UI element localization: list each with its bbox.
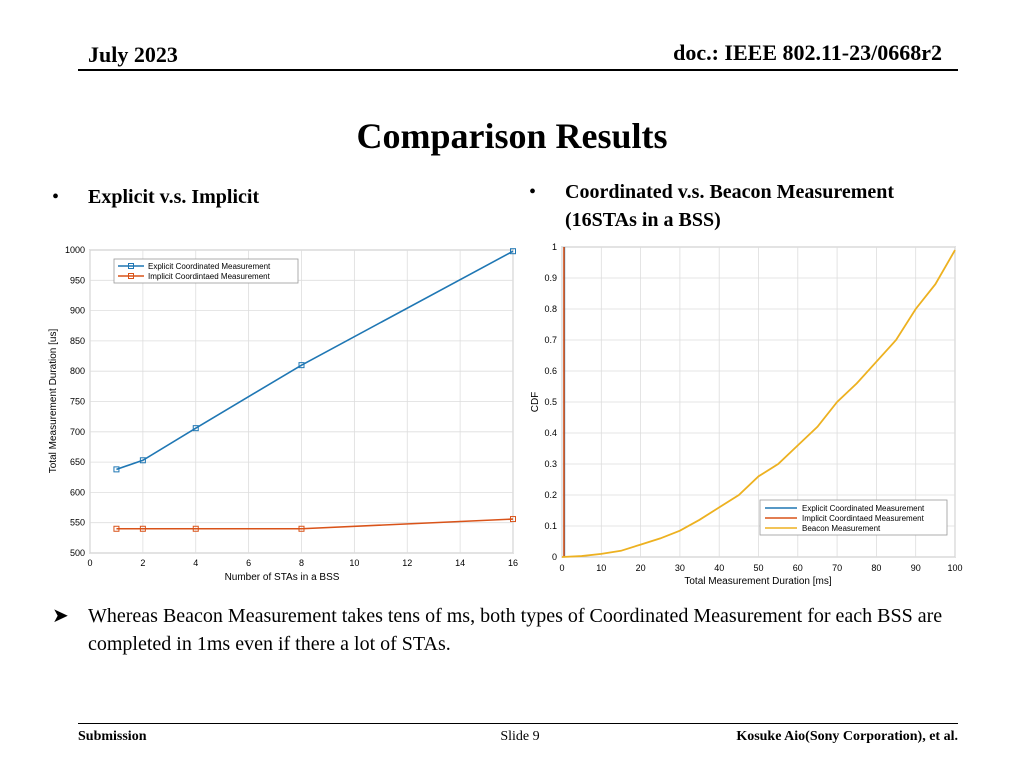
- y-tick-label: 0.2: [544, 490, 557, 500]
- bullet-right: [529, 178, 895, 234]
- header-date: July 2023: [88, 42, 178, 67]
- x-tick-label: 2: [140, 558, 146, 568]
- y-axis-label: CDF: [530, 391, 541, 413]
- x-tick-label: 8: [298, 558, 305, 568]
- y-tick-label: 1: [551, 242, 557, 252]
- bullet-dot: •: [529, 181, 537, 203]
- y-tick-label: 550: [69, 517, 85, 528]
- footer-slide-number: Slide 9: [500, 729, 540, 744]
- y-tick-label: 0.1: [544, 521, 557, 531]
- y-tick-label: 0.9: [544, 273, 557, 283]
- x-tick-label: 10: [596, 563, 607, 573]
- y-tick-label: 800: [69, 366, 85, 377]
- bullet-dot: •: [52, 186, 60, 208]
- y-tick-label: 850: [69, 335, 85, 346]
- x-tick-label: 50: [753, 563, 764, 573]
- legend-label-implicit: Implicit Coordintaed Measurement: [802, 514, 924, 523]
- y-tick-label: 0.4: [544, 428, 557, 438]
- x-tick-label: 0: [87, 558, 93, 568]
- y-tick-label: 950: [69, 275, 85, 286]
- bullet-right-line1: Coordinated v.s. Beacon Measurement: [565, 181, 895, 203]
- x-tick-label: 14: [455, 558, 466, 568]
- x-tick-label: 12: [402, 558, 413, 568]
- y-tick-label: 0.8: [544, 304, 557, 314]
- y-tick-label: 900: [69, 305, 85, 316]
- x-tick-label: 0: [559, 563, 565, 573]
- x-tick-label: 6: [246, 558, 252, 568]
- legend-label-explicit: Explicit Coordinated Measurement: [802, 504, 925, 513]
- chart-legend: [760, 500, 947, 535]
- footer-submission: Submission: [78, 729, 147, 744]
- x-tick-label: 80: [871, 563, 882, 573]
- arrow-bullet-icon: ➤: [52, 605, 69, 627]
- y-tick-label: 0.5: [544, 397, 557, 407]
- y-tick-label: 650: [69, 457, 85, 468]
- x-tick-label: 16: [507, 558, 519, 568]
- y-tick-label: 0: [551, 552, 557, 562]
- y-axis-label: Total Measurement Duration [us]: [48, 328, 59, 474]
- x-tick-label: 90: [910, 563, 921, 573]
- y-tick-label: 600: [69, 487, 85, 498]
- y-tick-label: 700: [69, 426, 85, 437]
- y-tick-label: 500: [69, 548, 85, 558]
- bullet-right-line2: (16STAs in a BSS): [565, 209, 721, 231]
- legend-label-beacon: Beacon Measurement: [802, 524, 881, 533]
- footer-divider: [78, 723, 958, 724]
- x-tick-label: 4: [193, 558, 199, 568]
- y-tick-label: 0.7: [544, 335, 557, 345]
- chart-legend: [114, 259, 298, 283]
- x-tick-label: 20: [635, 563, 646, 573]
- x-tick-label: 70: [832, 563, 843, 573]
- x-tick-label: 10: [349, 558, 360, 568]
- legend-label-implicit: Implicit Coordintaed Measurement: [148, 272, 270, 281]
- header-divider: [78, 69, 958, 71]
- conclusion-text: Whereas Beacon Measurement takes tens of ms, both types of Coordinated Measurement for each BSS are completed in 1ms even if there a lot of STAs.: [88, 605, 943, 655]
- conclusion-note: [52, 602, 968, 658]
- y-tick-label: 750: [69, 396, 85, 407]
- y-tick-label: 0.3: [544, 459, 557, 469]
- chart-explicit-vs-implicit: [40, 238, 519, 588]
- chart-cdf-beacon: [522, 238, 967, 593]
- x-tick-label: 100: [947, 563, 963, 573]
- x-axis-label: Total Measurement Duration [ms]: [684, 576, 832, 587]
- x-axis-label: Number of STAs in a BSS: [224, 572, 340, 583]
- legend-label-explicit: Explicit Coordinated Measurement: [148, 262, 271, 271]
- header-doc-id: doc.: IEEE 802.11-23/0668r2: [673, 40, 942, 65]
- slide-title: Comparison Results: [356, 116, 668, 156]
- bullet-left: [52, 183, 260, 211]
- x-tick-label: 40: [714, 563, 725, 573]
- x-tick-label: 30: [674, 563, 685, 573]
- y-tick-label: 0.6: [544, 366, 557, 376]
- bullet-left-text: Explicit v.s. Implicit: [88, 186, 260, 208]
- footer-author: Kosuke Aio(Sony Corporation), et al.: [736, 729, 958, 744]
- y-tick-label: 1000: [64, 245, 85, 255]
- x-tick-label: 60: [792, 563, 803, 573]
